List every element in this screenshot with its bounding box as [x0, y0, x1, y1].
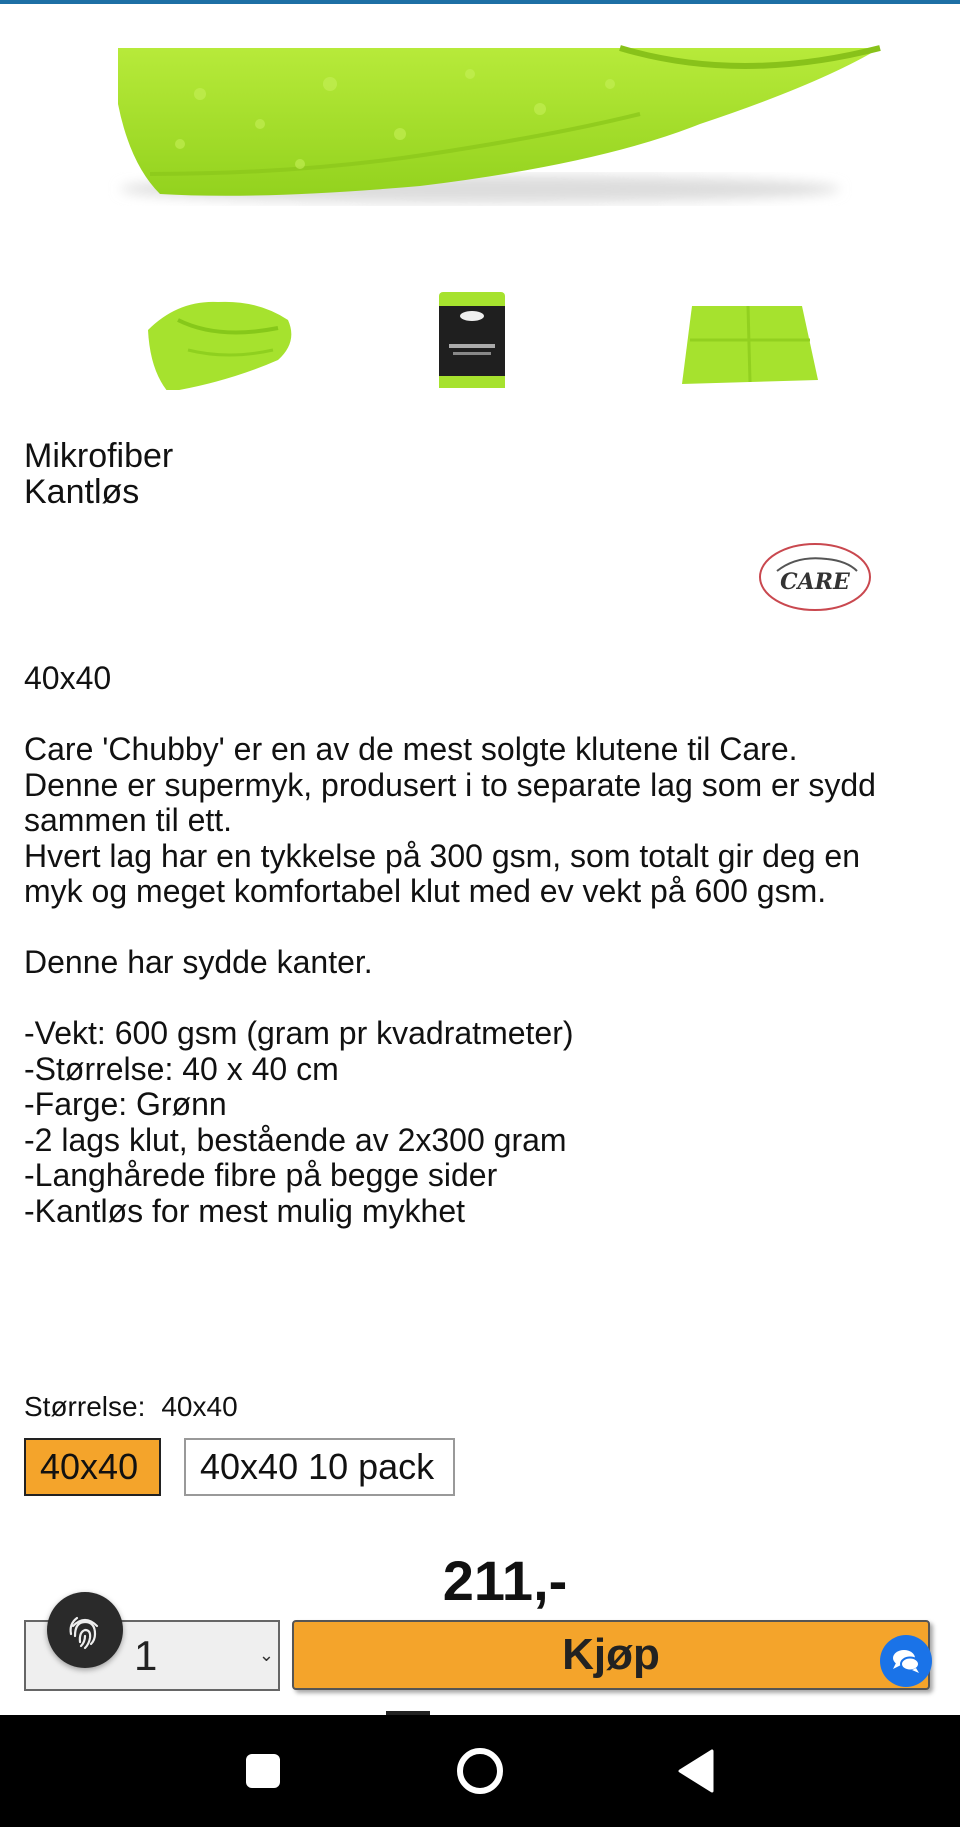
chevron-down-icon: ⌄ — [258, 1645, 274, 1665]
back-button[interactable] — [668, 1743, 724, 1799]
thumbnail-1[interactable] — [138, 280, 308, 390]
variant-option-40x40[interactable]: 40x40 — [24, 1438, 161, 1496]
brand-logo[interactable] — [757, 541, 873, 613]
price: 211,- — [442, 1549, 568, 1612]
chat-icon — [880, 1635, 932, 1687]
description-spec-list: -Vekt: 600 gsm (gram pr kvadratmeter) -Størrelse: 40 x 40 cm -Farge: Grønn -2 lags klut, bestående av 2x300 gram -Langhårede fibre på begge sider -Kantløs for mest mulig mykhet — [24, 1015, 574, 1229]
variant-selected-value: 40x40 — [161, 1391, 238, 1422]
description-edges: Denne har sydde kanter. — [24, 944, 373, 980]
thumbnail-strip — [0, 280, 960, 400]
fingerprint-icon — [47, 1592, 123, 1668]
variant-label-row — [24, 1391, 254, 1423]
description-intro: Care 'Chubby' er en av de mest solgte klutene til Care. Denne er supermyk, produsert i to separate lag som er sydd sammen til ett. Hvert lag har en tykkelse på 300 gsm, som totalt gir deg en myk og meget komfortabel klut med ev vekt på 600 gsm. — [24, 731, 876, 909]
product-title-line2: Kantløs — [24, 473, 140, 511]
description-size: 40x40 — [24, 660, 112, 696]
quantity-value: 1 — [134, 1632, 158, 1679]
variant-label: Størrelse: — [24, 1391, 146, 1422]
thumbnail-3[interactable] — [662, 280, 832, 390]
fingerprint-button[interactable] — [47, 1592, 123, 1668]
svg-text:CARE: CARE — [780, 569, 850, 595]
product-main-image[interactable] — [0, 4, 960, 244]
buy-button[interactable]: Kjøp — [292, 1620, 930, 1690]
home-button[interactable] — [452, 1743, 508, 1799]
recents-button[interactable] — [235, 1743, 291, 1799]
thumbnail-2[interactable] — [395, 280, 565, 390]
product-description — [24, 661, 944, 1229]
variant-option-40x40-10-pack[interactable]: 40x40 10 pack — [184, 1438, 455, 1496]
circle-icon — [452, 1743, 508, 1799]
square-icon — [235, 1743, 291, 1799]
chat-button[interactable] — [880, 1635, 932, 1687]
product-title-line1: Mikrofiber — [24, 437, 174, 475]
triangle-back-icon — [668, 1743, 724, 1799]
product-title — [24, 438, 624, 510]
system-navigation-bar — [0, 1715, 960, 1827]
